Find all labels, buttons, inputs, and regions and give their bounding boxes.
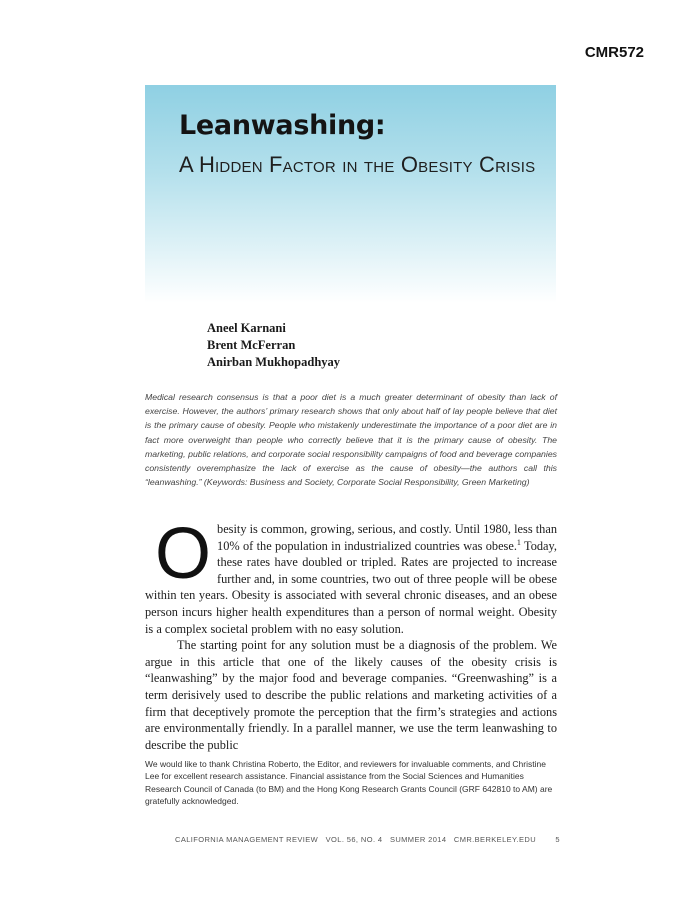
drop-cap: O [155, 514, 212, 594]
body-paragraph [145, 514, 557, 637]
body-paragraph: The starting point for any solution must be a diagnosis of the problem. We argue in this article that one of the likely causes of the obesity crisis is “leanwashing” by the major food and beverage companies. “Greenwashing” is a term derisively used to describe the public relations and marketing activities of a firm that deceptively promote the perception that the firm’s strategies and actions are environmentally friendly. In a parallel manner, we use the term leanwashing to describe the public [145, 638, 557, 752]
author-list [207, 320, 340, 371]
author-name: Anirban Mukhopadhyay [207, 355, 341, 369]
page-footer [175, 835, 560, 844]
body-text-run: besity is common, growing, serious, and costly. Until 1980, less than 10% of the population in industrialized countries was obese. [217, 522, 557, 553]
page-number: 5 [555, 835, 560, 844]
author-name: Brent McFerran [207, 338, 296, 352]
article-subtitle: A Hidden Factor in the Obesity Crisis [179, 152, 536, 177]
acknowledgement-footnote: We would like to thank Christina Roberto, the Editor, and reviewers for invaluable comments, and Christine Lee for excellent research assistance. Financial assistance from the Social Sciences and Humanities Research Council of Canada (to BM) and the Hong Kong Research Grants Council (GRF 642810 to AM) are gratefully acknowledged. [145, 759, 553, 807]
body-text-run: Today, these rates have doubled or tripled. Rates are projected to increase further and, in some countries, two out of three people will be obese within ten years. Obesity is associated with several chronic diseases, and an obese person incurs higher health expenditures than a person of normal weight. Obesity is a complex societal problem with no easy solution. [145, 538, 557, 636]
article-title: Leanwashing: [179, 110, 386, 141]
footnote-marker: 1 [516, 537, 521, 547]
abstract: Medical research consensus is that a poor diet is a much greater determinant of obesity than lack of exercise. However, the authors’ primary research shows that only about half of lay people believe that diet is the primary cause of obesity. People who mistakenly underestimate the importance of a poor diet are in fact more overweight than people who correctly believe that it is the primary cause of obesity. The marketing, public relations, and corporate social responsibility campaigns of food and beverage companies consistently overemphasize the lack of exercise as the cause of obesity—the authors call this “leanwashing.” (Keywords: Business and Society, Corporate Social Responsibility, Green Marketing) [145, 392, 557, 488]
author-name: Aneel Karnani [207, 321, 286, 335]
document-code: CMR572 [584, 44, 644, 61]
article-body [145, 514, 557, 753]
journal-info: CALIFORNIA MANAGEMENT REVIEW VOL. 56, NO. 4 SUMMER 2014 CMR.BERKELEY.EDU [175, 835, 537, 844]
